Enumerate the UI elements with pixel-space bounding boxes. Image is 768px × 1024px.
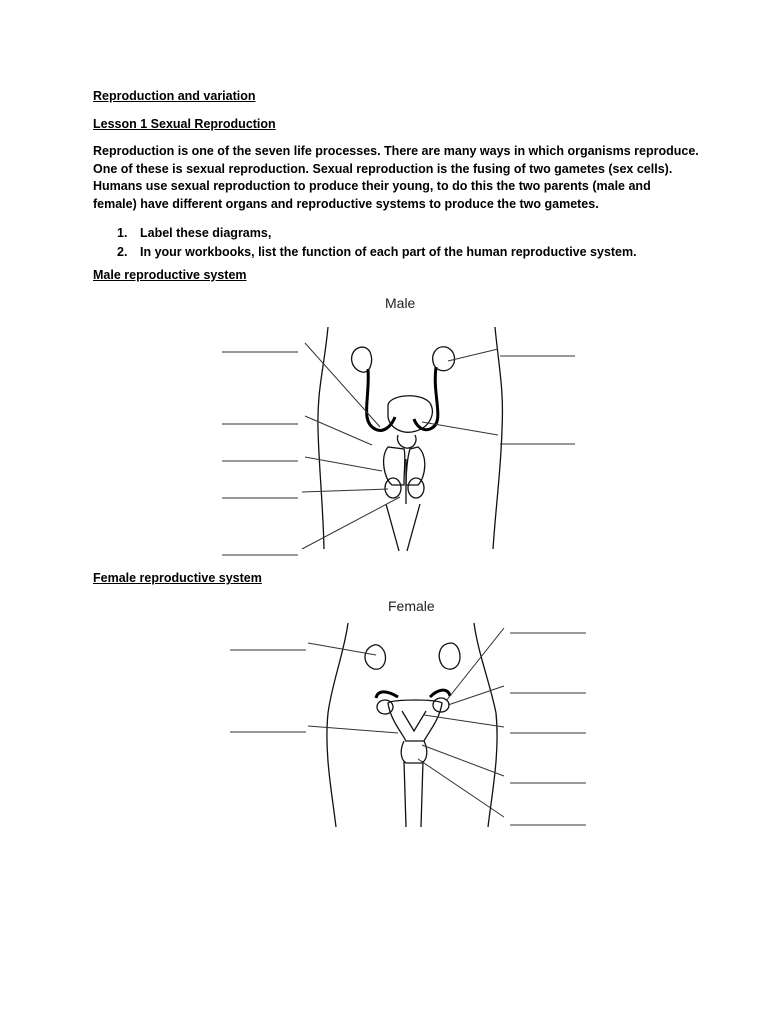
list-text: Label these diagrams,: [140, 226, 272, 240]
list-text: In your workbooks, list the function of each part of the human reproductive system.: [140, 245, 637, 259]
task-list: [93, 224, 637, 262]
paragraph-line: Reproduction is one of the seven life processes. There are many ways in which organisms reproduce.: [93, 144, 699, 158]
female-organs: [365, 643, 460, 763]
male-diagram: [220, 289, 578, 559]
list-item: [93, 243, 637, 262]
list-number: 1.: [117, 226, 128, 240]
female-body-outline: [327, 623, 497, 827]
paragraph-line: female) have different organs and reproductive systems to produce the two gametes.: [93, 196, 599, 211]
lesson-heading: Lesson 1 Sexual Reproduction: [93, 117, 276, 131]
male-label-lines: [222, 343, 575, 555]
female-tubes: [376, 690, 450, 698]
female-section-heading: Female reproductive system: [93, 571, 262, 585]
female-diagram: [228, 593, 588, 829]
paragraph-line: One of these is sexual reproduction. Sexual reproduction is the fusing of two gametes (sex cells).: [93, 161, 673, 176]
document-title: Reproduction and variation: [93, 89, 256, 103]
list-number: 2.: [117, 245, 128, 259]
male-ducts: [367, 367, 438, 430]
intro-paragraph: [93, 143, 699, 213]
male-diagram-title: Male: [385, 295, 416, 311]
male-body-outline: [318, 327, 503, 551]
list-item: [93, 224, 637, 243]
male-section-heading: Male reproductive system: [93, 268, 247, 282]
paragraph-line: Humans use sexual reproduction to produce their young, to do this the two parents (male and: [93, 179, 651, 193]
female-diagram-title: Female: [388, 598, 435, 614]
female-label-lines: [230, 628, 586, 825]
